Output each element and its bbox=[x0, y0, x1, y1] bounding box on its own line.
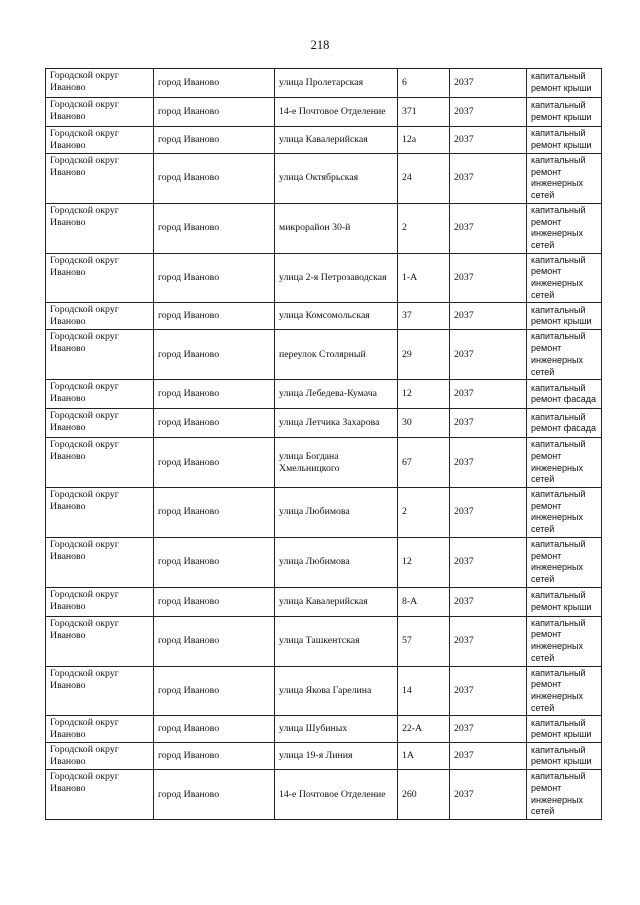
street-cell: улица Любимова bbox=[275, 488, 398, 538]
street-cell: улица Летчика Захарова bbox=[275, 409, 398, 438]
district-cell: Городской округ Иваново bbox=[46, 743, 154, 770]
house-number-cell: 260 bbox=[398, 770, 450, 820]
work-type-cell: капитальный ремонт крыши bbox=[527, 127, 602, 154]
district-cell: Городской округ Иваново bbox=[46, 409, 154, 438]
district-cell: Городской округ Иваново bbox=[46, 303, 154, 330]
year-cell: 2037 bbox=[450, 743, 527, 770]
district-cell: Городской округ Иваново bbox=[46, 770, 154, 820]
street-cell: улица Ташкентская bbox=[275, 616, 398, 666]
work-type-cell: капитальный ремонт инженерных сетей bbox=[527, 253, 602, 303]
table-row bbox=[46, 127, 602, 154]
work-type-cell: капитальный ремонт инженерных сетей bbox=[527, 616, 602, 666]
table-row bbox=[46, 616, 602, 666]
table-row bbox=[46, 666, 602, 716]
street-cell: 14-е Почтовое Отделение bbox=[275, 770, 398, 820]
house-number-cell: 2 bbox=[398, 203, 450, 253]
district-cell: Городской округ Иваново bbox=[46, 616, 154, 666]
district-cell: Городской округ Иваново bbox=[46, 537, 154, 587]
year-cell: 2037 bbox=[450, 98, 527, 127]
locality-cell: город Иваново bbox=[154, 438, 275, 488]
work-type-cell: капитальный ремонт инженерных сетей bbox=[527, 770, 602, 820]
house-number-cell: 12а bbox=[398, 127, 450, 154]
house-number-cell: 6 bbox=[398, 69, 450, 98]
work-type-cell: капитальный ремонт крыши bbox=[527, 587, 602, 616]
work-type-cell: капитальный ремонт инженерных сетей bbox=[527, 203, 602, 253]
house-number-cell: 12 bbox=[398, 537, 450, 587]
year-cell: 2037 bbox=[450, 537, 527, 587]
work-type-cell: капитальный ремонт инженерных сетей bbox=[527, 488, 602, 538]
house-number-cell: 1-А bbox=[398, 253, 450, 303]
locality-cell: город Иваново bbox=[154, 98, 275, 127]
table-row bbox=[46, 69, 602, 98]
locality-cell: город Иваново bbox=[154, 716, 275, 743]
table-row bbox=[46, 330, 602, 380]
table-row bbox=[46, 488, 602, 538]
work-type-cell: капитальный ремонт крыши bbox=[527, 303, 602, 330]
street-cell: улица Лебедева-Кумача bbox=[275, 380, 398, 409]
work-type-cell: капитальный ремонт инженерных сетей bbox=[527, 438, 602, 488]
repair-schedule-table bbox=[45, 68, 602, 820]
district-cell: Городской округ Иваново bbox=[46, 69, 154, 98]
locality-cell: город Иваново bbox=[154, 587, 275, 616]
street-cell: улица Комсомольская bbox=[275, 303, 398, 330]
table-row bbox=[46, 303, 602, 330]
year-cell: 2037 bbox=[450, 380, 527, 409]
house-number-cell: 37 bbox=[398, 303, 450, 330]
house-number-cell: 371 bbox=[398, 98, 450, 127]
locality-cell: город Иваново bbox=[154, 743, 275, 770]
locality-cell: город Иваново bbox=[154, 154, 275, 204]
work-type-cell: капитальный ремонт крыши bbox=[527, 743, 602, 770]
street-cell: улица Пролетарская bbox=[275, 69, 398, 98]
house-number-cell: 1А bbox=[398, 743, 450, 770]
work-type-cell: капитальный ремонт крыши bbox=[527, 716, 602, 743]
year-cell: 2037 bbox=[450, 303, 527, 330]
locality-cell: город Иваново bbox=[154, 537, 275, 587]
year-cell: 2037 bbox=[450, 716, 527, 743]
house-number-cell: 22-А bbox=[398, 716, 450, 743]
locality-cell: город Иваново bbox=[154, 330, 275, 380]
year-cell: 2037 bbox=[450, 770, 527, 820]
year-cell: 2037 bbox=[450, 330, 527, 380]
locality-cell: город Иваново bbox=[154, 69, 275, 98]
street-cell: улица Октябрьская bbox=[275, 154, 398, 204]
district-cell: Городской округ Иваново bbox=[46, 154, 154, 204]
locality-cell: город Иваново bbox=[154, 127, 275, 154]
table-row bbox=[46, 409, 602, 438]
locality-cell: город Иваново bbox=[154, 770, 275, 820]
locality-cell: город Иваново bbox=[154, 303, 275, 330]
table-row bbox=[46, 253, 602, 303]
work-type-cell: капитальный ремонт крыши bbox=[527, 98, 602, 127]
district-cell: Городской округ Иваново bbox=[46, 716, 154, 743]
locality-cell: город Иваново bbox=[154, 488, 275, 538]
table-row bbox=[46, 587, 602, 616]
table-row bbox=[46, 98, 602, 127]
work-type-cell: капитальный ремонт инженерных сетей bbox=[527, 330, 602, 380]
table-row bbox=[46, 438, 602, 488]
street-cell: улица Якова Гарелина bbox=[275, 666, 398, 716]
street-cell: улица Кавалерийская bbox=[275, 587, 398, 616]
street-cell: улица Шубиных bbox=[275, 716, 398, 743]
locality-cell: город Иваново bbox=[154, 409, 275, 438]
district-cell: Городской округ Иваново bbox=[46, 127, 154, 154]
table-row bbox=[46, 154, 602, 204]
district-cell: Городской округ Иваново bbox=[46, 203, 154, 253]
table-row bbox=[46, 203, 602, 253]
district-cell: Городской округ Иваново bbox=[46, 380, 154, 409]
house-number-cell: 67 bbox=[398, 438, 450, 488]
street-cell: улица Любимова bbox=[275, 537, 398, 587]
table-row bbox=[46, 743, 602, 770]
street-cell: улица Кавалерийская bbox=[275, 127, 398, 154]
district-cell: Городской округ Иваново bbox=[46, 488, 154, 538]
locality-cell: город Иваново bbox=[154, 616, 275, 666]
work-type-cell: капитальный ремонт фасада bbox=[527, 380, 602, 409]
year-cell: 2037 bbox=[450, 127, 527, 154]
street-cell: улица 2-я Петрозаводская bbox=[275, 253, 398, 303]
work-type-cell: капитальный ремонт инженерных сетей bbox=[527, 154, 602, 204]
year-cell: 2037 bbox=[450, 438, 527, 488]
year-cell: 2037 bbox=[450, 488, 527, 538]
year-cell: 2037 bbox=[450, 666, 527, 716]
year-cell: 2037 bbox=[450, 409, 527, 438]
district-cell: Городской округ Иваново bbox=[46, 330, 154, 380]
locality-cell: город Иваново bbox=[154, 203, 275, 253]
street-cell: улица 19-я Линия bbox=[275, 743, 398, 770]
street-cell: микрорайон 30-й bbox=[275, 203, 398, 253]
district-cell: Городской округ Иваново bbox=[46, 666, 154, 716]
locality-cell: город Иваново bbox=[154, 253, 275, 303]
table-row bbox=[46, 537, 602, 587]
year-cell: 2037 bbox=[450, 587, 527, 616]
house-number-cell: 29 bbox=[398, 330, 450, 380]
year-cell: 2037 bbox=[450, 154, 527, 204]
district-cell: Городской округ Иваново bbox=[46, 98, 154, 127]
table-row bbox=[46, 380, 602, 409]
locality-cell: город Иваново bbox=[154, 666, 275, 716]
work-type-cell: капитальный ремонт фасада bbox=[527, 409, 602, 438]
year-cell: 2037 bbox=[450, 616, 527, 666]
house-number-cell: 24 bbox=[398, 154, 450, 204]
house-number-cell: 30 bbox=[398, 409, 450, 438]
street-cell: переулок Столярный bbox=[275, 330, 398, 380]
district-cell: Городской округ Иваново bbox=[46, 438, 154, 488]
house-number-cell: 57 bbox=[398, 616, 450, 666]
page-number: 218 bbox=[310, 38, 330, 52]
table-row bbox=[46, 770, 602, 820]
table-row bbox=[46, 716, 602, 743]
locality-cell: город Иваново bbox=[154, 380, 275, 409]
work-type-cell: капитальный ремонт инженерных сетей bbox=[527, 666, 602, 716]
house-number-cell: 12 bbox=[398, 380, 450, 409]
district-cell: Городской округ Иваново bbox=[46, 587, 154, 616]
year-cell: 2037 bbox=[450, 69, 527, 98]
street-cell: 14-е Почтовое Отделение bbox=[275, 98, 398, 127]
work-type-cell: капитальный ремонт крыши bbox=[527, 69, 602, 98]
house-number-cell: 2 bbox=[398, 488, 450, 538]
year-cell: 2037 bbox=[450, 253, 527, 303]
year-cell: 2037 bbox=[450, 203, 527, 253]
district-cell: Городской округ Иваново bbox=[46, 253, 154, 303]
table-body bbox=[46, 69, 602, 820]
street-cell: улица Богдана Хмельницкого bbox=[275, 438, 398, 488]
house-number-cell: 8-А bbox=[398, 587, 450, 616]
work-type-cell: капитальный ремонт инженерных сетей bbox=[527, 537, 602, 587]
house-number-cell: 14 bbox=[398, 666, 450, 716]
